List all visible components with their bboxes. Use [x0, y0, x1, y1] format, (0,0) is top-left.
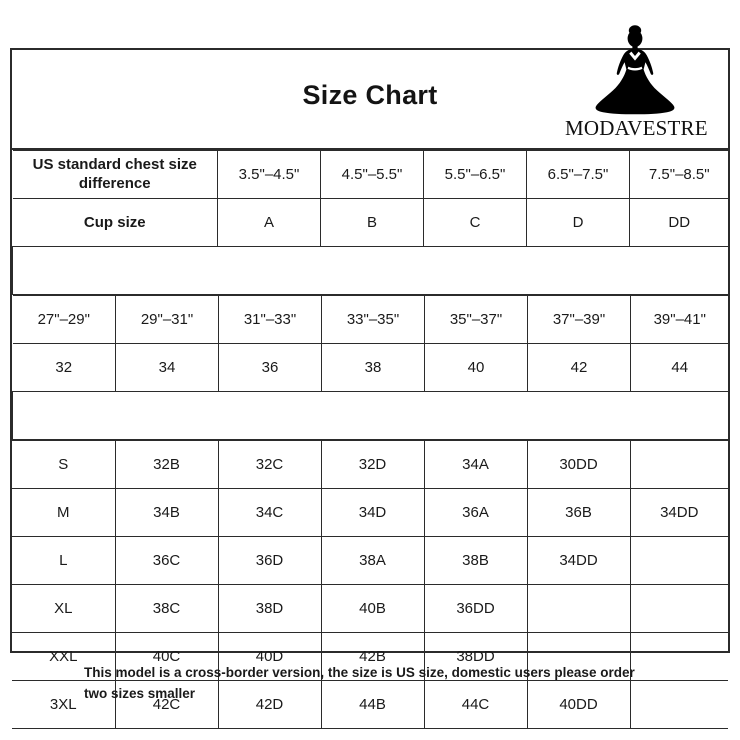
cell-underbust-7: 39"–41": [631, 296, 729, 344]
cell-3xl-6: [630, 681, 728, 729]
cell-xxl-2: 40D: [218, 633, 321, 681]
cell-xl-6: [630, 585, 728, 633]
cell-m-1: 34B: [115, 489, 218, 537]
cell-m-2: 34C: [218, 489, 321, 537]
cell-3xl-5: 40DD: [527, 681, 630, 729]
cell-band-6: 42: [528, 344, 631, 392]
cell-xxl-3: 42B: [321, 633, 424, 681]
table-row: [13, 344, 729, 392]
cell-3xl-3: 44B: [321, 681, 424, 729]
row-header-size-s: S: [12, 441, 115, 489]
cell-underbust-4: 33"–35": [322, 296, 425, 344]
section-spacer: [13, 392, 729, 440]
cell-band-5: 40: [425, 344, 528, 392]
cell-underbust-3: 31"–33": [219, 296, 322, 344]
row-header-size-xl: XL: [12, 585, 115, 633]
table-row: [12, 489, 728, 537]
spacer-cell: [13, 247, 729, 295]
cell-chest-diff-c: 5.5"–6.5": [424, 151, 527, 199]
cell-m-6: 34DD: [630, 489, 728, 537]
table-row: [13, 296, 729, 344]
cell-underbust-2: 29"–31": [116, 296, 219, 344]
cell-cup-a: A: [218, 199, 321, 247]
cell-xl-3: 40B: [321, 585, 424, 633]
cell-3xl-1: 42C: [115, 681, 218, 729]
cell-m-5: 36B: [527, 489, 630, 537]
row-header-size-m: M: [12, 489, 115, 537]
cell-chest-diff-b: 4.5"–5.5": [321, 151, 424, 199]
cell-underbust-6: 37"–39": [528, 296, 631, 344]
page-title: Size Chart: [302, 80, 438, 110]
cell-xl-2: 38D: [218, 585, 321, 633]
cup-size-section: [12, 150, 729, 295]
cell-s-5: 30DD: [527, 441, 630, 489]
cell-3xl-2: 42D: [218, 681, 321, 729]
row-header-cup-size: Cup size: [13, 199, 218, 247]
cell-band-7: 44: [631, 344, 729, 392]
cell-m-3: 34D: [321, 489, 424, 537]
cell-l-4: 38B: [424, 537, 527, 585]
cell-cup-c: C: [424, 199, 527, 247]
cell-xxl-4: 38DD: [424, 633, 527, 681]
cell-l-2: 36D: [218, 537, 321, 585]
table-row: [12, 585, 728, 633]
table-row: [12, 441, 728, 489]
cell-cup-b: B: [321, 199, 424, 247]
cell-s-1: 32B: [115, 441, 218, 489]
cell-s-4: 34A: [424, 441, 527, 489]
cell-xxl-6: [630, 633, 728, 681]
cell-l-3: 38A: [321, 537, 424, 585]
cell-chest-diff-dd: 7.5"–8.5": [630, 151, 729, 199]
table-row: [13, 151, 729, 199]
cell-s-3: 32D: [321, 441, 424, 489]
footer-note: This model is a cross-border version, the size is US size, domestic users please order two sizes smaller: [84, 665, 635, 701]
cell-l-5: 34DD: [527, 537, 630, 585]
cell-l-6: [630, 537, 728, 585]
cell-m-4: 36A: [424, 489, 527, 537]
table-row: [12, 537, 728, 585]
cell-band-4: 38: [322, 344, 425, 392]
cell-xl-5: [527, 585, 630, 633]
row-header-size-xxl: XXL: [12, 633, 115, 681]
spacer-cell: [13, 392, 729, 440]
cell-l-1: 36C: [115, 537, 218, 585]
row-header-chest-difference: US standard chest size difference: [13, 151, 218, 199]
band-size-section: [12, 295, 729, 440]
cell-cup-d: D: [527, 199, 630, 247]
cell-xl-1: 38C: [115, 585, 218, 633]
cell-underbust-1: 27"–29": [13, 296, 116, 344]
cell-chest-diff-a: 3.5"–4.5": [218, 151, 321, 199]
cell-chest-diff-d: 6.5"–7.5": [527, 151, 630, 199]
cell-underbust-5: 35"–37": [425, 296, 528, 344]
cell-band-3: 36: [219, 344, 322, 392]
row-header-size-3xl: 3XL: [12, 681, 115, 729]
table-row: [13, 199, 729, 247]
row-header-size-l: L: [12, 537, 115, 585]
cell-s-6: [630, 441, 728, 489]
cell-cup-dd: DD: [630, 199, 729, 247]
section-spacer: [13, 247, 729, 295]
brand-name: MODAVESTRE: [565, 116, 708, 140]
cell-s-2: 32C: [218, 441, 321, 489]
cell-3xl-4: 44C: [424, 681, 527, 729]
cell-xl-4: 36DD: [424, 585, 527, 633]
cell-band-1: 32: [13, 344, 116, 392]
title-band: [12, 50, 728, 150]
cell-band-2: 34: [116, 344, 219, 392]
cell-xxl-1: 40C: [115, 633, 218, 681]
